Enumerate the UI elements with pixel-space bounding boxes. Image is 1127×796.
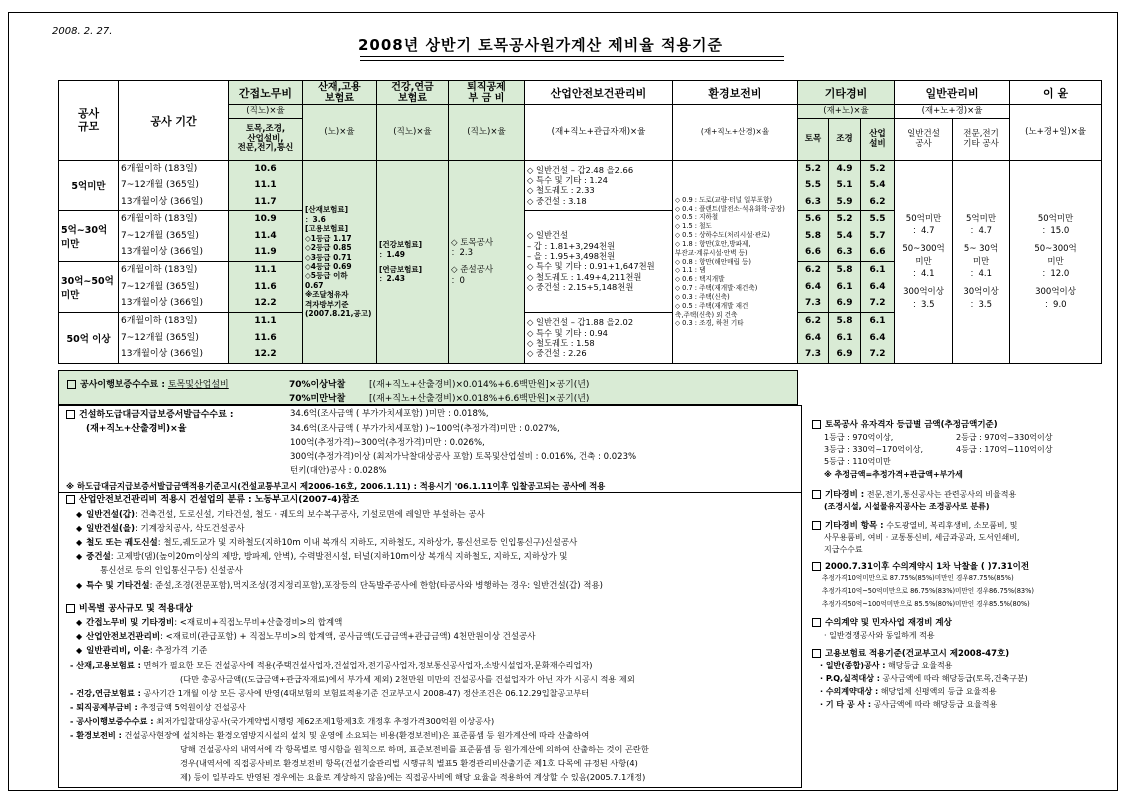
diamond-bullet-icon: ◆ [76, 618, 83, 627]
header-general-construction: 일반건설 공사 [895, 119, 953, 161]
header-profit: 이 윤 [1010, 81, 1102, 105]
insurance-title: 고용보험료 적용기준(건교부고시 제2008-47호) [812, 649, 1009, 659]
list-line: ◇ 0.3 : 조경, 하천 기타 [675, 319, 744, 328]
list-line: ◇ 0.8 : 항만(해안매립 등) [675, 257, 751, 266]
indirect-labor-values: 11.1 11.6 12.2 [229, 312, 303, 363]
header-other-cost: 기타경비 [798, 81, 895, 105]
list-line: ◇ 0.5 : 주택(재개발 재건 [675, 301, 749, 310]
checkbox-icon [812, 521, 821, 530]
other-landscape-values: 4.9 5.1 5.9 [829, 161, 861, 211]
checkbox-icon [812, 618, 821, 627]
indirect-labor-values: 10.6 11.1 11.7 [229, 161, 303, 211]
list-line: ：3.5 [912, 299, 935, 310]
ratio-note-line: (다만 총공사금액((도급금액+관급자재료)에서 부가세 제외) 2천만원 미만의 건설공사를 건설업자가 아닌 자가 시공시 적용 제외 [180, 674, 635, 684]
other-plant-values: 5.2 5.4 6.2 [861, 161, 895, 211]
guarantee-rate-1: 70%이상낙찰 [289, 380, 346, 390]
other-cost-line: 기타경비 : 전문,전기,통신공사는 관련공사의 비율적용 [812, 490, 1016, 500]
diamond-bullet-icon: ◆ [76, 646, 83, 655]
list-line: ◇5등급 이하 [305, 271, 348, 281]
industrial-insurance-cell [303, 161, 377, 364]
list-line: ：2.43 [379, 274, 406, 283]
since-line-2: 추정가격10억~50억미만으로 86.75%(83%)미만인 경우86.75%(83%) [822, 587, 1034, 595]
header-environment: 환경보전비 [673, 81, 798, 105]
checkbox-icon [812, 420, 821, 429]
right-panel [806, 404, 1120, 794]
scale-30-50: 30억~50억 미만 [59, 261, 119, 312]
list-line: ：4.1 [912, 269, 935, 280]
header-other-civil: 토목 [798, 119, 829, 161]
list-line: ◇4등급 0.69 [305, 261, 352, 271]
list-line: ◇ 0.7 : 주택(재개발·재건축) [675, 284, 758, 293]
list-line: ◇ 중건설 : 3.18 [527, 195, 587, 206]
list-line: ◇3등급 0.71 [305, 252, 352, 262]
other-landscape-values: 5.2 5.4 6.3 [829, 210, 861, 261]
guarantee-rate-2: 70%미만낙찰 [289, 394, 346, 404]
ratio-note-line: - 산재,고용보험료 : 면허가 필요한 모든 건설공사에 적용(주택건설사업자,건설업자,전기공사업자,정보통신공사업자,소방시설업자,문화재수리업자) [70, 660, 593, 670]
list-line: (2007.8.21,공고) [305, 309, 372, 319]
subcontract-line-1: 34.6억(조사금액 ( 부가가치세포함) )미만 : 0.018%, [290, 409, 489, 419]
list-line: 미만 [972, 256, 990, 267]
checkbox-icon [66, 410, 75, 419]
general-construction-cell [895, 161, 953, 364]
list-line: 50~300억 [902, 244, 945, 255]
list-line: ◇ 0.5 : 지하철 [675, 213, 719, 222]
guarantee-label-row: 공사이행보증수수료 : 토목및산업설비 [67, 377, 229, 390]
list-line: [건강보험료] [379, 240, 423, 250]
list-line: ：2.3 [451, 248, 474, 259]
health-insurance-cell [377, 161, 449, 364]
diamond-bullet-icon: ◆ [76, 510, 83, 519]
grade-row-2: 3등급 : 330억~170억이상, 4등급 : 170억~110억이상 [824, 445, 1053, 454]
list-line: ◇ 0.5 : 상하수도(처리시설·관로) [675, 231, 771, 240]
retirement-formula: (직노)×율 [449, 105, 525, 161]
subcontract-formula: (재+직노+산출경비)×율 [86, 424, 187, 434]
list-line: 미만 [1047, 256, 1064, 267]
diamond-bullet-icon: ◆ [76, 581, 83, 590]
other-civil-values: 5.6 5.8 6.6 [798, 210, 829, 261]
guarantee-formula-1: [(재+직노+산출경비)×0.014%+6.6백만원]×공기(년) [369, 380, 590, 390]
list-line: ◇ 1.5 : 철도 [675, 222, 712, 231]
other-civil-values: 6.2 6.4 7.3 [798, 312, 829, 363]
document-title: 2008년 상반기 토목공사원가계산 제비율 적용기준 [358, 36, 723, 54]
environment-formula: (재+직노+산경)×율 [673, 105, 798, 161]
header-period: 공사 기간 [119, 81, 229, 161]
header-industrial-insurance: 산재,고용 보험료 [303, 81, 377, 105]
safety-cell-3 [525, 312, 673, 363]
safety-cell-2 [525, 210, 673, 312]
list-line: 5억미만 [966, 213, 997, 224]
list-line: ：15.0 [1041, 226, 1070, 237]
list-line: 부잔교·계류시설·안벽 등) [675, 248, 748, 257]
safety-class-item: 통신선로 등의 인입통신구등) 신설공사 [100, 566, 243, 576]
safety-class-item: ◆ 일반건설(을): 기계장치공사, 삭도건설공사 [76, 524, 245, 534]
period-cell: 6개월이하 (183일) 7~12개월 (365일) 13개월이상 (366일) [119, 261, 229, 312]
list-line: ：1.49 [379, 249, 406, 259]
subcontract-note: ※ 하도급대금지급보증서발급금액적용기준고시(건설교통부고시 제2006-16호, 2006.1.11) : 적용시기 '06.1.11이후 입찰공고되는 공사에 적용 [66, 481, 606, 491]
header-scale: 공사 규모 [59, 81, 119, 161]
diamond-bullet-icon: ◆ [76, 538, 83, 547]
subcontract-line-4: 300억(추정가격)이상 (최저가낙찰대상공사 포함) 토목및산업설비 : 0.016%, 건축 : 0.023% [290, 452, 637, 462]
profit-formula: (노+경+일)×율 [1010, 105, 1102, 161]
period-cell: 6개월이하 (183일) 7~12개월 (365일) 13개월이상 (366일) [119, 161, 229, 211]
list-line: ◇ 토목공사 [451, 237, 494, 248]
other-civil-values: 5.2 5.5 6.3 [798, 161, 829, 211]
since-title: 2000.7.31이후 수의계약시 1차 낙찰율 ( )7.31이전 [812, 562, 1029, 572]
list-line: ：3.5 [970, 299, 993, 310]
divider [58, 492, 802, 493]
checkbox-icon [66, 495, 75, 504]
insurance-line-1: · 일반(종합)공사 : 해당등급 요율적용 [820, 661, 953, 670]
checkbox-icon [812, 490, 821, 499]
safety-class-item: ◆ 중건설: 고제방(댐)(높이20m이상의 제방, 방파제, 안벽), 수력발전시설, 터널(지하10m이상 복개식 지하철도, 지하도, 지하상가 및 [76, 552, 568, 562]
list-line: 50억미만 [1037, 213, 1074, 224]
since-line-3: 추정가격50억~100억미만으로 85.5%(80%)미만인 경우85.5%(80%) [822, 600, 1030, 608]
environment-cell [673, 161, 798, 364]
list-line: ◇ 일반건설 – 갑1.88 을2.02 [527, 317, 634, 328]
guarantee-formula-2: [(재+직노+산출경비)×0.018%+6.6백만원]×공기(년) [369, 394, 590, 404]
list-line: [산재보험료] [305, 205, 349, 215]
list-line: ◇ 중건설 : 2.26 [527, 348, 587, 359]
scale-under-5: 5억미만 [59, 161, 119, 211]
list-line: ◇ 일반건설 [527, 230, 569, 241]
safety-class-item: ◆ 특수 및 기타건설: 준설,조경(전문포함),먹지조성(경지정리포함),포장등의 단독발주공사에 한함(타공사와 병행하는 경우: 일반건설(갑) 적용) [76, 581, 603, 591]
scale-5-30: 5억~30억 미만 [59, 210, 119, 261]
other-items-2: 사무용품비, 여비 · 교통통신비, 세금과공과, 도서인쇄비, [824, 533, 1020, 542]
indirect-labor-formula: (직노)×율 [229, 105, 303, 119]
insurance-line-4: · 기 타 공 사 : 공사금액에 따라 해당등급 요율적용 [820, 700, 998, 709]
list-line: ◇ 철도궤도 : 1.49+4,211천원 [527, 271, 642, 282]
guarantee-fee-box [58, 370, 798, 405]
ratio-section-title: 비목별 공사규모 및 적용대상 [66, 604, 193, 614]
private-text: · 일반경쟁공사와 동일하게 적용 [824, 631, 935, 640]
list-line: 0.67 [305, 280, 324, 290]
general-special-cell [953, 161, 1010, 364]
header-other-plant: 산업 설비 [861, 119, 895, 161]
safety-section-title: 산업안전보건관리비 적용시 건설업의 분류 : 노동부고시(2007-4)참조 [66, 495, 359, 505]
grade-note: ※ 추정금액=추정가격+관급액+부가세 [824, 470, 963, 479]
list-line: ：9.0 [1044, 299, 1067, 310]
list-line: [고용보험료] [305, 224, 349, 234]
list-line: ※조달청유자 [305, 290, 349, 300]
list-line: 300억이상 [903, 287, 944, 298]
health-formula: (직노)×율 [377, 105, 449, 161]
industrial-formula: (노)×율 [303, 105, 377, 161]
ratio-note-line: 경우(내역서에 직접공사비로 환경보전비 항목(건설기술관리법 시행규칙 별표5 환경관리비산출기준 제1호 다목에 규정된 사항(4) [180, 758, 638, 768]
ratio-item: ◆ 일반관리비, 이윤: 추정가격 기준 [76, 646, 208, 656]
list-line: ◇ 일반건설 – 갑2.48 을2.66 [527, 164, 634, 175]
grade-row-3: 5등급 : 110억미만 [824, 457, 891, 466]
list-line: ◇1등급 1.17 [305, 233, 352, 243]
list-line: ◇ 중건설 : 2.15+5,148천원 [527, 282, 634, 293]
checkbox-icon [812, 649, 821, 658]
list-line: 50~300억 [1034, 244, 1077, 255]
grade-title: 토목공사 유자격자 등급별 금액(추정금액기준) [812, 420, 998, 430]
ratio-note-line: - 환경보전비 : 건설공사현장에 설치하는 환경오염방지시설의 설치 및 운영에 소요되는 비용(환경보전비)은 표준품셈 등 원가계산에 따라 산출하여 [70, 730, 590, 740]
ratio-note-line: - 건강,연금보험료 : 공사기간 1개월 이상 모든 공사에 반영(4대보험의 보험료적용기준 건교부고시 2008-47) 정산조건은 06.12.29입찰공고부터 [70, 688, 590, 698]
list-line: ◇ 0.4 : 플랜트(발전소·석유화학·공장) [675, 204, 785, 213]
list-line: ：4.7 [970, 226, 993, 237]
list-line: – 갑 : 1.81+3,294천원 [527, 240, 616, 251]
other-items-line: 기타경비 항목 : 수도광열비, 복리후생비, 소모품비, 및 [812, 521, 1017, 531]
period-cell: 6개월이하 (183일) 7~12개월 (365일) 13개월이상 (366일) [119, 210, 229, 261]
ratio-note-line: 당해 건설공사의 내역서에 각 항목별로 명시함을 원칙으로 하며, 표준보전비를 표준품셈 등 원가계산에 의하여 산출하는 것이 곤란한 [180, 744, 649, 754]
list-line: 축,주택(신축) 외 건축 [675, 310, 738, 319]
header-general-special: 전문,전기 기타 공사 [953, 119, 1010, 161]
period-cell: 6개월이하 (183일) 7~12개월 (365일) 13개월이상 (366일) [119, 312, 229, 363]
other-cost-note: (조경시설, 시설물유지공사는 조경공사로 분류) [824, 502, 990, 511]
list-line: ◇ 철도궤도 : 1.58 [527, 337, 595, 348]
list-line: ：4.7 [912, 226, 935, 237]
list-line: ◇ 0.3 : 주택(신축) [675, 292, 730, 301]
document-date: 2008. 2. 27. [52, 26, 113, 37]
header-general: 일반관리비 [895, 81, 1010, 105]
grade-row-1: 1등급 : 970억이상, 2등급 : 970억~330억이상 [824, 433, 1053, 442]
rate-table [58, 80, 1102, 364]
safety-class-item: ◆ 철도 또는 궤도신설: 철도,궤도교가 및 지하철도(지하10m 이내 복개식 지하도, 지하철도, 지하상가, 통신선로등 인입통신구)신설공사 [76, 538, 578, 548]
indirect-labor-note: 토목,조경, 산업설비, 전문,전기,통신 [229, 119, 303, 161]
list-line: – 을 : 1.95+3,498천원 [527, 251, 616, 262]
header-indirect-labor: 간접노무비 [229, 81, 303, 105]
other-plant-values: 6.1 6.4 7.2 [861, 312, 895, 363]
title-underline [360, 56, 784, 61]
indirect-labor-values: 10.9 11.4 11.9 [229, 210, 303, 261]
insurance-line-3: · 수의계약대상 : 해당업체 신평액의 등급 요율적용 [820, 687, 997, 696]
list-line: 300억이상 [1035, 287, 1076, 298]
other-items-3: 지급수수료 [824, 545, 863, 554]
checkbox-icon [67, 380, 76, 389]
header-retirement: 퇴직공제 부 금 비 [449, 81, 525, 105]
list-line: ◇ 1.8 : 항만(호안,방파제, [675, 239, 751, 248]
indirect-labor-values: 11.1 11.6 12.2 [229, 261, 303, 312]
list-line: ：0 [451, 275, 465, 286]
other-plant-values: 5.5 5.7 6.6 [861, 210, 895, 261]
retirement-cell [449, 161, 525, 364]
ratio-note-line: 제) 등이 일부라도 반영된 경우에는 요율로 계상하지 않음)에는 직접공사비에 해당 요율을 적용하여 계상할 수 있음(2005.7.1개정) [180, 772, 646, 782]
diamond-bullet-icon: ◆ [76, 552, 83, 561]
diamond-bullet-icon: ◆ [76, 524, 83, 533]
header-health-insurance: 건강,연금 보험료 [377, 81, 449, 105]
list-line: 격자방부기준 [305, 299, 349, 309]
list-line: ：12.0 [1041, 269, 1070, 280]
insurance-line-2: · P.Q,실적대상 : 공사금액에 따라 해당등급(토목,건축구분) [820, 674, 1028, 683]
other-civil-values: 6.2 6.4 7.3 [798, 261, 829, 312]
list-line: ◇2등급 0.85 [305, 243, 352, 253]
list-line: ◇ 특수 및 기타 : 0.91+1,647천원 [527, 261, 655, 272]
subcontract-line-5: 턴키(대안)공사 : 0.028% [290, 466, 387, 476]
list-line: ：4.1 [970, 269, 993, 280]
subcontract-line-3: 100억(추정가격)~300억(추정가격)미만 : 0.026%, [290, 438, 485, 448]
ratio-note-line: - 퇴직공제부금비 : 추정금액 5억원이상 건설공사 [70, 702, 246, 712]
list-line: ：3.6 [305, 214, 326, 224]
other-landscape-values: 5.8 6.1 6.9 [829, 261, 861, 312]
list-line: 미만 [915, 256, 932, 267]
checkbox-icon [812, 562, 821, 571]
ratio-note-line: - 공사이행보증수수료 : 최저가입찰대상공사(국가계약법시행령 제62조제1항제3호 개정후 추정가격300억원 이상공사) [70, 716, 495, 726]
general-formula: (재+노+경)×율 [895, 105, 1010, 119]
list-line: ◇ 준설공사 [451, 264, 494, 275]
other-plant-values: 6.1 6.4 7.2 [861, 261, 895, 312]
subcontract-title: 건설하도급대금지급보증서발급수수료 : [66, 410, 234, 420]
profit-cell [1010, 161, 1102, 364]
list-line: ◇ 특수 및 기타 : 0.94 [527, 327, 608, 338]
private-title: 수의계약 및 민자사업 재경비 계상 [812, 618, 952, 628]
scale-over-50: 50억 이상 [59, 312, 119, 363]
list-line: ◇ 특수 및 기타 : 1.24 [527, 175, 608, 186]
list-line: [연금보험료] [379, 264, 423, 274]
ratio-item: ◆ 산업안전보건관리비: <재료비(관급포함) + 직접노무비>의 합계액, 공사금액(도급금액+관급금액) 4천만원이상 건설공사 [76, 632, 536, 642]
header-other-landscape: 조경 [829, 119, 861, 161]
since-line-1: 추정가격10억미만으로 87.75%(85%)미만인 경우87.75%(85%) [822, 574, 1014, 582]
list-line: ◇ 철도궤도 : 2.33 [527, 185, 595, 196]
subcontract-line-2: 34.6억(조사금액 ( 부가가치세포함) )~100억(추정가격)미만 : 0.027%, [290, 424, 560, 434]
ratio-item: ◆ 간접노무비 및 기타경비: <재료비+직접노무비+산출경비>의 합계액 [76, 618, 343, 628]
safety-cell-1 [525, 161, 673, 211]
header-safety: 산업안전보건관리비 [525, 81, 673, 105]
safety-class-item: ◆ 일반건설(갑): 건축건설, 도로신설, 기타건설, 철도 · 궤도의 보수복구공사, 기설로면에 레일만 부설하는 공사 [76, 510, 485, 520]
checkbox-icon [66, 604, 75, 613]
list-line: 5~ 30억 [963, 244, 999, 255]
list-line: ◇ 0.9 : 도로(교량·터널 일부포함) [675, 195, 773, 204]
safety-formula: (재+직노+관급자재)×율 [525, 105, 673, 161]
list-line: ◇ 1.1 : 댐 [675, 266, 706, 275]
list-line: ◇ 0.6 : 택지개발 [675, 275, 725, 284]
list-line: 50억미만 [905, 213, 942, 224]
other-landscape-values: 5.8 6.1 6.9 [829, 312, 861, 363]
list-line: 30억이상 [963, 287, 999, 298]
other-cost-formula: (재+노)×율 [798, 105, 895, 119]
diamond-bullet-icon: ◆ [76, 632, 83, 641]
